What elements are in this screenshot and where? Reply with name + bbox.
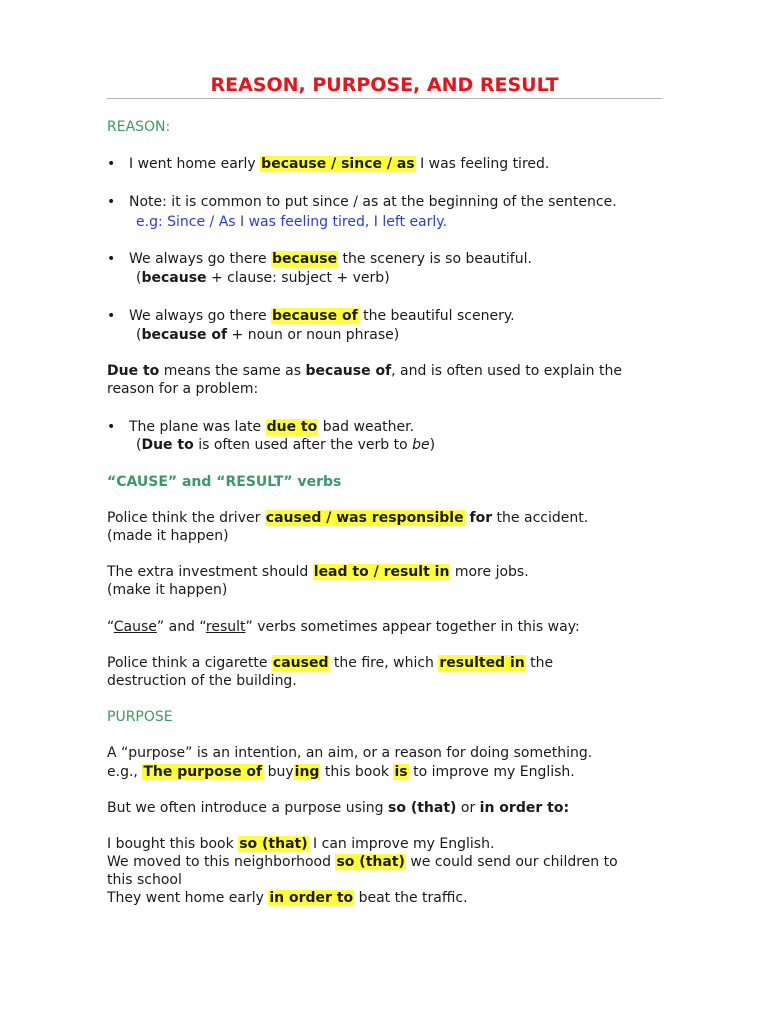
bullet-glyph: •	[107, 308, 116, 324]
reason-bullet-5: The plane was late due to bad weather.	[129, 419, 415, 435]
cause-paragraph-2-line-2: (make it happen)	[107, 582, 228, 598]
highlight: because of	[272, 308, 358, 324]
highlight: due to	[266, 419, 318, 435]
reason-heading: REASON:	[107, 119, 171, 135]
purpose-paragraph-1-example: e.g., The purpose of buying this book is to improve my English.	[107, 764, 575, 780]
reason-bullet-1: I went home early because / since / as I was feeling tired.	[129, 156, 550, 172]
reason-bullet-4-note: (because of + noun or noun phrase)	[136, 327, 400, 343]
highlight: lead to / result in	[313, 564, 450, 580]
purpose-example-2-line-2: this school	[107, 872, 182, 888]
purpose-paragraph-2: But we often introduce a purpose using so (that) or in order to:	[107, 800, 570, 816]
highlight: so (that)	[239, 836, 308, 852]
page-title: REASON, PURPOSE, AND RESULT	[210, 74, 559, 96]
cause-result-heading: “CAUSE” and “RESULT” verbs	[107, 474, 342, 490]
highlight: caused / was responsible	[265, 510, 464, 526]
cause-paragraph-3: “Cause” and “result” verbs sometimes appear together in this way:	[107, 619, 580, 635]
purpose-heading: PURPOSE	[107, 709, 173, 725]
reason-example: e.g: Since / As I was feeling tired, I left early.	[136, 214, 448, 230]
highlight: The purpose of	[143, 764, 263, 780]
purpose-example-2: We moved to this neighborhood so (that) we could send our children to	[107, 854, 618, 870]
highlight: ing	[294, 764, 320, 780]
bullet-glyph: •	[107, 156, 116, 172]
reason-bullet-2: Note: it is common to put since / as at the beginning of the sentence.	[129, 194, 617, 210]
reason-bullet-5-note: (Due to is often used after the verb to be)	[136, 437, 436, 453]
reason-bullet-3: We always go there because the scenery is so beautiful.	[129, 251, 532, 267]
highlight: so (that)	[336, 854, 405, 870]
highlight: because / since / as	[261, 156, 415, 172]
reason-bullet-3-note: (because + clause: subject + verb)	[136, 270, 390, 286]
highlight: resulted in	[439, 655, 525, 671]
due-to-paragraph-line-2: reason for a problem:	[107, 381, 259, 397]
reason-bullet-4: We always go there because of the beautiful scenery.	[129, 308, 515, 324]
highlight: is	[394, 764, 408, 780]
highlight: in order to	[269, 890, 354, 906]
highlight: caused	[272, 655, 329, 671]
bullet-glyph: •	[107, 419, 116, 435]
purpose-example-3: They went home early in order to beat the traffic.	[107, 890, 468, 906]
cause-paragraph-4-line-2: destruction of the building.	[107, 673, 297, 689]
cause-paragraph-1: Police think the driver caused / was responsible for the accident.	[107, 510, 589, 526]
purpose-example-1: I bought this book so (that) I can improve my English.	[107, 836, 495, 852]
title-divider	[107, 98, 662, 99]
cause-paragraph-1-line-2: (made it happen)	[107, 528, 229, 544]
highlight: because	[272, 251, 338, 267]
cause-paragraph-2: The extra investment should lead to / result in more jobs.	[107, 564, 529, 580]
bullet-glyph: •	[107, 194, 116, 210]
cause-paragraph-4: Police think a cigarette caused the fire, which resulted in the	[107, 655, 554, 671]
purpose-paragraph-1: A “purpose” is an intention, an aim, or a reason for doing something.	[107, 745, 593, 761]
due-to-paragraph: Due to means the same as because of, and is often used to explain the	[107, 363, 622, 379]
bullet-glyph: •	[107, 251, 116, 267]
